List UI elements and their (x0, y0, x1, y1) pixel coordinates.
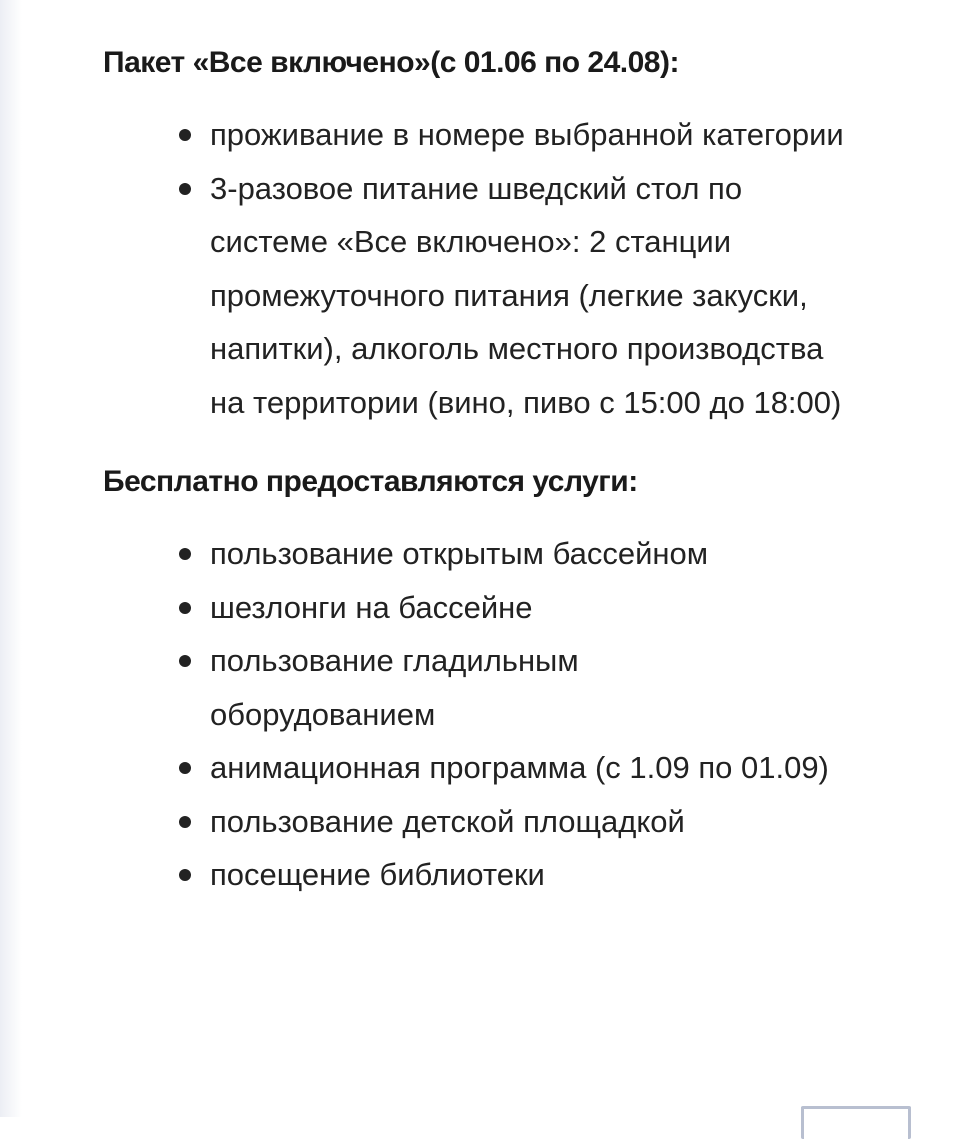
list-item-text: проживание в номере выбранной категории (210, 117, 844, 152)
page-edge-shadow (0, 0, 22, 1117)
bullet-icon (179, 183, 191, 195)
list-item (210, 848, 863, 902)
bullet-icon (179, 602, 191, 614)
free-services-heading: Бесплатно предоставляются услуги: (103, 465, 638, 498)
list-item (210, 527, 863, 581)
list-item-text: пользование детской площадкой (210, 803, 685, 839)
list-item-text: посещение библиотеки (210, 857, 545, 892)
bullet-icon (179, 869, 191, 881)
list-item-text: пользование открытым бассейном (210, 536, 709, 571)
list-item (210, 795, 863, 849)
list-item-text: пользование гладильным оборудованием (210, 643, 579, 732)
bullet-icon (179, 129, 191, 141)
list-item (210, 108, 863, 162)
list-item-text: 3-разовое питание шведский стол по системе «Все включено»: 2 станции промежуточного питания (легкие закуски, напитки), алкоголь местного производства на территории (вино, пиво с 15:00 до 18:00) (210, 170, 842, 420)
list-item (210, 162, 863, 430)
bullet-icon (179, 548, 191, 560)
bullet-icon (179, 655, 191, 667)
list-item (210, 581, 863, 635)
all-inclusive-heading: Пакет «Все включено»(с 01.06 по 24.08): (103, 46, 679, 79)
list-item-text: анимационная программа (с 1.09 по 01.09) (210, 750, 829, 785)
bullet-icon (179, 762, 191, 774)
bullet-icon (179, 816, 191, 828)
list-item (210, 741, 863, 795)
all-inclusive-list (103, 108, 863, 429)
partial-button[interactable] (801, 1106, 911, 1139)
free-services-list (103, 527, 863, 902)
content (103, 40, 863, 932)
list-item (210, 634, 863, 741)
list-item-text: шезлонги на бассейне (210, 589, 533, 625)
